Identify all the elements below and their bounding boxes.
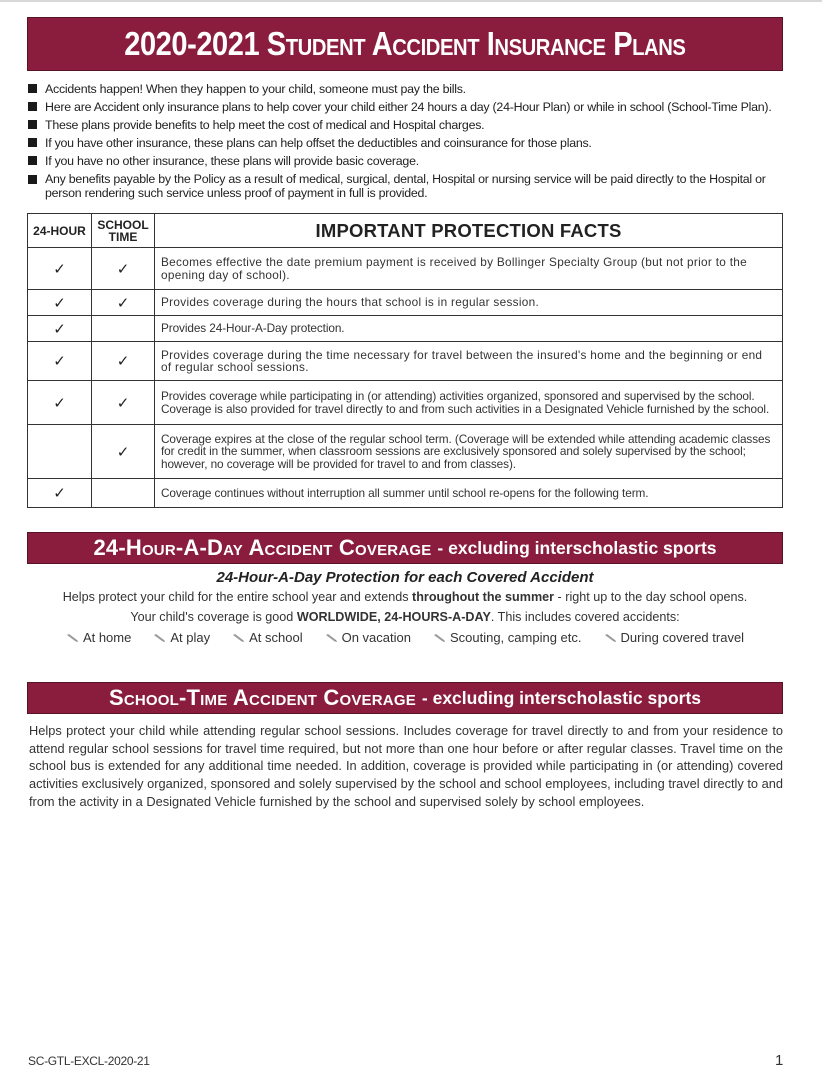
intro-bullet-list	[28, 80, 788, 200]
pencil-icon	[66, 633, 79, 643]
bullet-item: Accidents happen! When they happen to your child, someone must pay the bills.	[28, 80, 788, 98]
check-icon-school-time	[92, 316, 155, 342]
table-row	[28, 425, 783, 479]
table-row	[28, 479, 783, 508]
section-title: 24-Hour-A-Day Accident Coverage	[93, 535, 432, 560]
covered-place-item: During covered travel	[604, 630, 745, 645]
column-header-school-time: SCHOOL TIME	[92, 214, 155, 248]
square-bullet-icon	[28, 138, 37, 147]
fact-text: Coverage continues without interruption all summer until school re-opens for the following term.	[155, 479, 783, 508]
fact-text: Provides 24-Hour-A-Day protection.	[155, 316, 783, 342]
bullet-item: Any benefits payable by the Policy as a result of medical, surgical, dental, Hospital or nursing service will be paid directly to the Hospital or person rendering such service unless proof of payment in full is provided.	[28, 170, 788, 200]
square-bullet-icon	[28, 102, 37, 111]
square-bullet-icon	[28, 175, 37, 184]
check-icon-school-time: ✓	[92, 342, 155, 381]
table-row	[28, 342, 783, 381]
table-header-row	[28, 214, 783, 248]
paragraph-24-hour-line1: Helps protect your child for the entire school year and extends throughout the summer - right up to the day school opens.	[62, 590, 748, 604]
check-icon-school-time	[92, 479, 155, 508]
bullet-item: Here are Accident only insurance plans to help cover your child either 24 hours a day (24-Hour Plan) or while in school (School-Time Plan).	[28, 98, 788, 116]
fact-text: Coverage expires at the close of the regular school term. (Coverage will be extended while attending academic classes for credit in the summer, when classroom sessions are exclusively sponsored and solely supervised by the school; however, no coverage will be provided for travel to and from classes).	[155, 425, 783, 479]
table-row	[28, 316, 783, 342]
covered-place-item: At school	[232, 630, 302, 645]
bullet-item: If you have other insurance, these plans can help offset the deductibles and coinsurance for those plans.	[28, 134, 788, 152]
section-subtitle: - excluding interscholastic sports	[421, 687, 702, 708]
pencil-icon	[604, 633, 617, 643]
form-code: SC-GTL-EXCL-2020-21	[28, 1054, 150, 1068]
pencil-icon	[153, 633, 166, 643]
check-icon-24-hour: ✓	[28, 342, 92, 381]
covered-place-item: At play	[153, 630, 210, 645]
square-bullet-icon	[28, 156, 37, 165]
column-header-protection-facts: IMPORTANT PROTECTION FACTS	[155, 214, 783, 248]
page-title: 2020-2021 Student Accident Insurance Plans	[124, 25, 686, 62]
fact-text: Becomes effective the date premium payment is received by Bollinger Specialty Group (but not prior to the opening day of school).	[155, 248, 783, 290]
page-top-edge	[0, 0, 822, 2]
fact-text: Provides coverage during the time necessary for travel between the insured's home and the beginning or end of regular school sessions.	[155, 342, 783, 381]
check-icon-24-hour	[28, 425, 92, 479]
section-banner-school-time	[27, 682, 783, 714]
covered-places-list	[27, 630, 783, 645]
paragraph-24-hour-line2: Your child's coverage is good WORLDWIDE, 24-HOURS-A-DAY. This includes covered accidents:	[130, 610, 680, 624]
covered-place-item: On vacation	[325, 630, 411, 645]
bullet-item: If you have no other insurance, these plans will provide basic coverage.	[28, 152, 788, 170]
subhead-24-hour: 24-Hour-A-Day Protection for each Covered Accident	[216, 569, 594, 586]
table-row	[28, 248, 783, 290]
table-row	[28, 290, 783, 316]
check-icon-24-hour: ✓	[28, 316, 92, 342]
pencil-icon	[325, 633, 338, 643]
check-icon-school-time: ✓	[92, 425, 155, 479]
check-icon-school-time: ✓	[92, 248, 155, 290]
covered-place-item: Scouting, camping etc.	[433, 630, 582, 645]
page-number: 1	[775, 1052, 784, 1069]
fact-text: Provides coverage during the hours that school is in regular session.	[155, 290, 783, 316]
title-banner	[27, 17, 783, 71]
square-bullet-icon	[28, 120, 37, 129]
section-banner-24-hour	[27, 532, 783, 564]
protection-facts-table	[27, 213, 783, 508]
section-subtitle: - excluding interscholastic sports	[437, 537, 717, 558]
pencil-icon	[232, 633, 245, 643]
check-icon-24-hour: ✓	[28, 290, 92, 316]
square-bullet-icon	[28, 84, 37, 93]
covered-place-item: At home	[66, 630, 131, 645]
check-icon-24-hour: ✓	[28, 381, 92, 425]
school-time-description: Helps protect your child while attending regular school sessions. Includes coverage for travel directly to and from your residence to attend regular school sessions for travel time required, but not more than one hour before or after regular classes. Travel time on the school bus is extended for any additional time needed. In addition, coverage is provided while participating in (or attending) covered activities exclusively organized, sponsored and solely supervised by the school and school employees, including travel directly to and from the activity in a Designated Vehicle furnished by the school and supervised solely by school employees.	[29, 723, 783, 809]
fact-text: Provides coverage while participating in (or attending) activities organized, sponsored and supervised by the school. Coverage is also provided for travel directly to and from such activities in a Designated Vehicle furnished by the school.	[155, 381, 783, 425]
bullet-item: These plans provide benefits to help meet the cost of medical and Hospital charges.	[28, 116, 788, 134]
check-icon-school-time: ✓	[92, 381, 155, 425]
table-row	[28, 381, 783, 425]
check-icon-24-hour: ✓	[28, 248, 92, 290]
check-icon-school-time: ✓	[92, 290, 155, 316]
column-header-24-hour: 24-HOUR	[28, 214, 92, 248]
pencil-icon	[433, 633, 446, 643]
section-title: School-Time Accident Coverage	[108, 685, 416, 710]
check-icon-24-hour: ✓	[28, 479, 92, 508]
